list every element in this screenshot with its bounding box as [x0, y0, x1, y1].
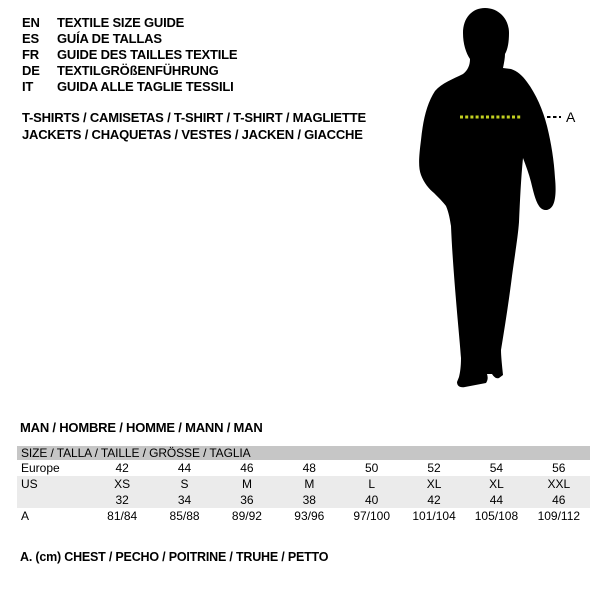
size-table-grid — [17, 460, 590, 524]
size-table-header: SIZE / TALLA / TAILLE / GRÖSSE / TAGLIA — [17, 446, 590, 460]
cell-a-2: 85/88 — [169, 509, 200, 523]
cell-us-8: XXL — [528, 476, 590, 492]
language-row-en — [22, 15, 237, 31]
cell-uk-6: 42 — [403, 492, 465, 508]
language-code-en: EN — [22, 15, 40, 30]
cell-a-4: 93/96 — [294, 509, 325, 523]
cell-uk-3: 36 — [216, 492, 278, 508]
cell-europe-7: 54 — [489, 461, 504, 475]
cell-us-2: S — [153, 476, 215, 492]
man-silhouette-figure — [415, 8, 585, 393]
guide-title-es: GUÍA DE TALLAS — [57, 31, 162, 46]
measure-label-a: A — [566, 109, 576, 125]
cell-a-3: 89/92 — [231, 509, 262, 523]
row-label-europe: Europe — [21, 461, 60, 475]
cell-europe-2: 44 — [177, 461, 192, 475]
measurement-footnote: A. (cm) CHEST / PECHO / POITRINE / TRUHE / PETTO — [20, 550, 329, 564]
cell-us-5: L — [341, 476, 403, 492]
language-code-it: IT — [22, 79, 34, 94]
language-code-fr: FR — [22, 47, 39, 62]
language-code-es: ES — [22, 31, 39, 46]
language-row-it — [22, 79, 237, 95]
cell-a-6: 101/104 — [412, 509, 456, 523]
garment-categories — [22, 109, 366, 143]
cell-europe-8: 56 — [552, 461, 566, 475]
size-table — [17, 446, 590, 524]
cell-a-5: 97/100 — [353, 509, 391, 523]
cell-us-6: XL — [403, 476, 465, 492]
cell-europe-4: 48 — [302, 461, 316, 475]
cell-us-3: M — [216, 476, 278, 492]
guide-title-fr: GUIDE DES TAILLES TEXTILE — [57, 47, 238, 62]
table-row-uk — [17, 492, 590, 508]
row-label-a: A — [21, 509, 30, 523]
cell-us-7: XL — [465, 476, 527, 492]
table-row-chest-a — [17, 508, 590, 524]
table-row-us — [17, 476, 590, 492]
guide-title-de: TEXTILGRÖßENFÜHRUNG — [57, 63, 219, 78]
cell-uk-8: 46 — [528, 492, 590, 508]
guide-title-it: GUIDA ALLE TAGLIE TESSILI — [57, 79, 234, 94]
cell-europe-1: 42 — [115, 461, 129, 475]
row-label-blank — [17, 492, 91, 508]
cell-a-8: 109/112 — [537, 509, 581, 523]
cell-uk-4: 38 — [278, 492, 340, 508]
cell-uk-5: 40 — [341, 492, 403, 508]
category-line-jackets: JACKETS / CHAQUETAS / VESTES / JACKEN / GIACCHE — [22, 127, 363, 142]
cell-a-7: 105/108 — [474, 509, 519, 523]
cell-us-4: M — [278, 476, 340, 492]
cell-uk-1: 32 — [91, 492, 153, 508]
man-silhouette — [419, 8, 555, 387]
cell-us-1: XS — [91, 476, 153, 492]
language-title-list — [22, 15, 237, 95]
cell-europe-5: 50 — [365, 461, 379, 475]
cell-europe-6: 52 — [427, 461, 441, 475]
language-row-de — [22, 63, 237, 79]
language-row-es — [22, 31, 237, 47]
guide-title-en: TEXTILE SIZE GUIDE — [57, 15, 185, 30]
cell-uk-2: 34 — [153, 492, 215, 508]
table-row-europe — [17, 460, 590, 476]
cell-europe-3: 46 — [240, 461, 254, 475]
language-row-fr — [22, 47, 237, 63]
section-title-man: MAN / HOMBRE / HOMME / MANN / MAN — [20, 420, 263, 435]
cell-uk-7: 44 — [465, 492, 527, 508]
category-line-tshirts: T-SHIRTS / CAMISETAS / T-SHIRT / T-SHIRT / MAGLIETTE — [22, 110, 366, 125]
language-code-de: DE — [22, 63, 40, 78]
row-label-us: US — [17, 476, 91, 492]
cell-a-1: 81/84 — [107, 509, 138, 523]
